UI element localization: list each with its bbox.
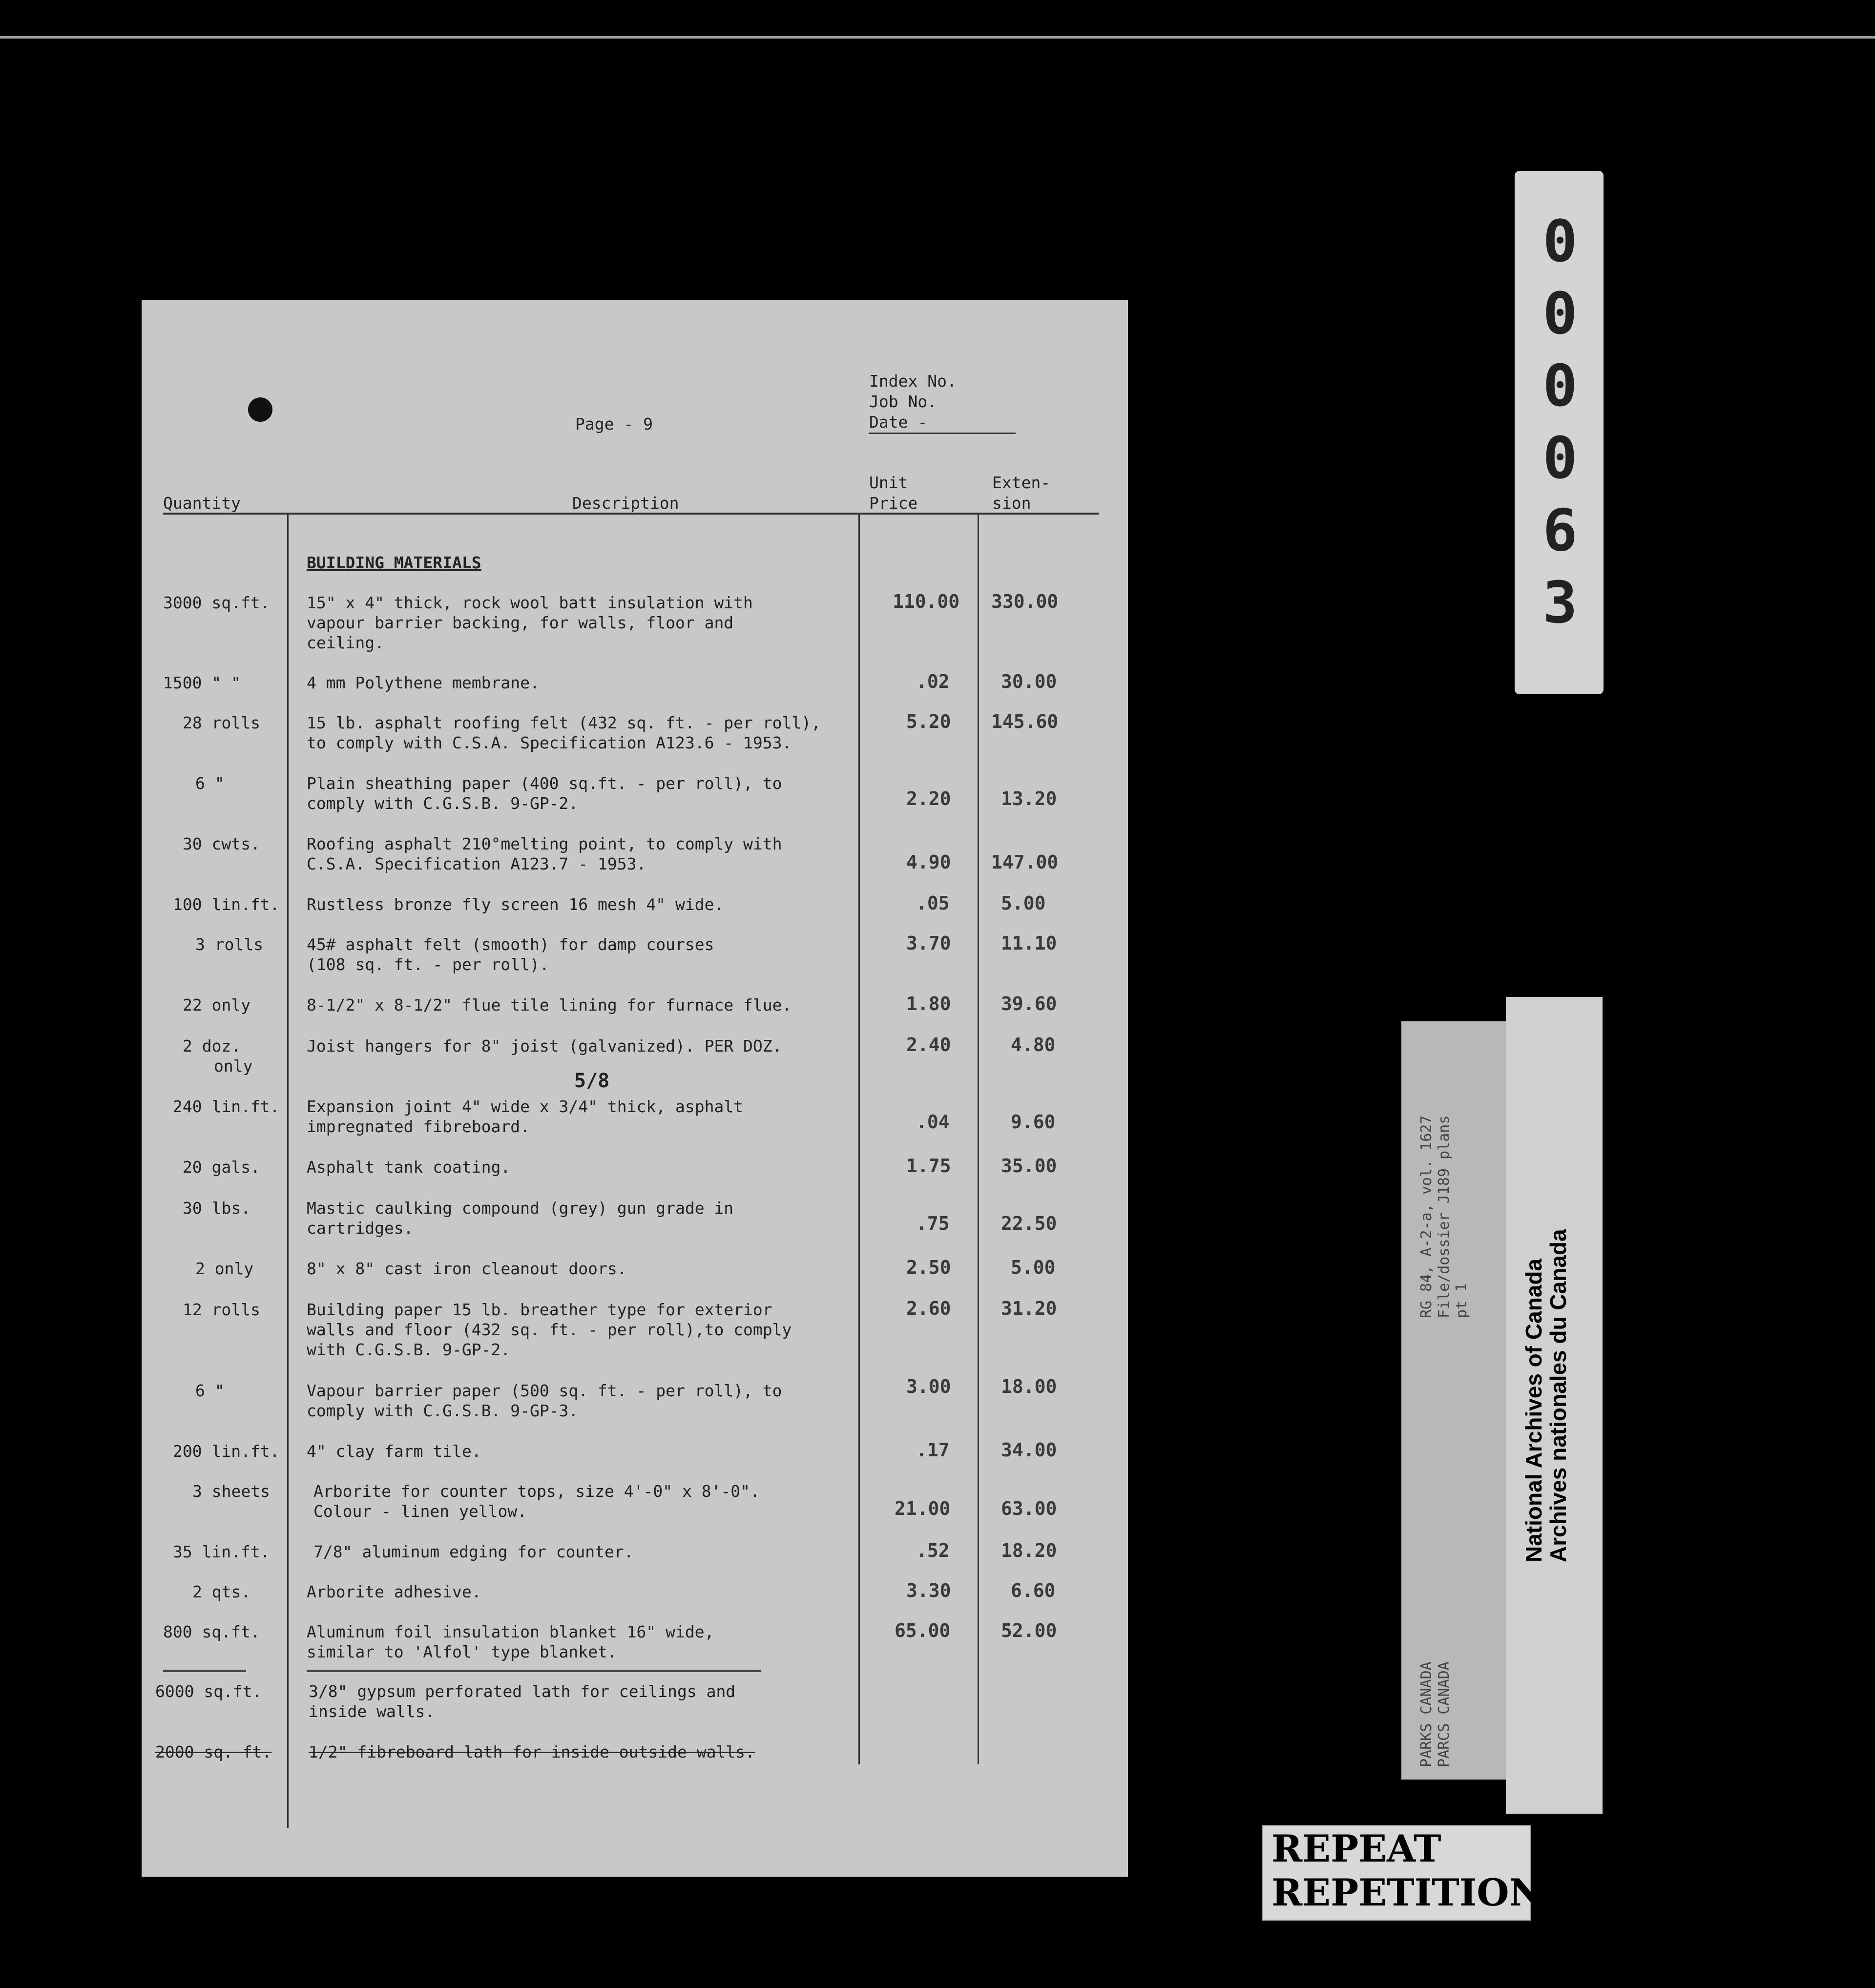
row-desc-line: (108 sq. ft. - per roll). (307, 955, 549, 974)
punch-hole (248, 397, 272, 422)
row-desc-line: 8" x 8" cast iron cleanout doors. (307, 1259, 627, 1278)
row-desc-line: ceiling. (307, 633, 384, 652)
row-unit-price: .04 (916, 1111, 950, 1133)
row-unit-price: 2.50 (906, 1257, 951, 1278)
archives-en: National Archives of Canada (1521, 1258, 1546, 1562)
row-extension: 30.00 (1001, 671, 1057, 692)
row-desc-line: comply with C.G.S.B. 9-GP-2. (307, 794, 579, 813)
row-desc-line: Building paper 15 lb. breather type for exterior (307, 1300, 772, 1319)
row-desc-line: to comply with C.S.A. Specification A123.6 - 1953. (307, 733, 792, 752)
row-extension: 18.20 (1001, 1540, 1057, 1561)
row-qty: 2 qts. (192, 1582, 251, 1601)
row-unit-price: 21.00 (895, 1498, 951, 1519)
row-qty: 100 lin.ft. (173, 895, 280, 914)
row-unit-price: 110.00 (893, 591, 960, 612)
row-qty: 3000 sq.ft. (163, 593, 270, 612)
row-desc-line: Mastic caulking compound (grey) gun grade in (307, 1199, 734, 1218)
row-qty: 6000 sq.ft. (155, 1682, 262, 1701)
row-extension: 34.00 (1001, 1439, 1057, 1461)
row-extension: 39.60 (1001, 993, 1057, 1015)
row-desc-line: inside walls. (309, 1702, 435, 1721)
row-extension: 22.50 (1001, 1213, 1057, 1234)
row-extension: 6.60 (1011, 1580, 1056, 1601)
org-line: PARCS CANADA (1436, 1661, 1453, 1767)
archive-reference (1418, 1116, 1471, 1318)
row-unit-price: 2.60 (906, 1298, 951, 1319)
row-desc-line: Colour - linen yellow. (313, 1502, 527, 1521)
row-desc-line: Roofing asphalt 210°melting point, to comply with (307, 834, 782, 853)
row-desc-line: comply with C.G.S.B. 9-GP-3. (307, 1401, 579, 1420)
row-desc-line: 15 lb. asphalt roofing felt (432 sq. ft. - per roll), (307, 713, 821, 732)
row-unit-price: 65.00 (895, 1620, 951, 1641)
column-rule-2 (858, 515, 860, 1764)
row-extension: 5.00 (1011, 1257, 1056, 1278)
row-extension: 13.20 (1001, 788, 1057, 809)
row-unit-price: 1.80 (906, 993, 951, 1015)
row-unit-price: .75 (916, 1213, 950, 1234)
row-qty: 22 only (183, 995, 251, 1015)
row-desc-line: Expansion joint 4" wide x 3/4" thick, asphalt (307, 1097, 744, 1116)
handwritten-correction: 5/8 (574, 1070, 610, 1092)
row-desc-line: Aluminum foil insulation blanket 16" wide, (307, 1622, 714, 1641)
parks-canada-label (1418, 1661, 1453, 1767)
row-qty: 6 " (195, 1381, 225, 1400)
row-unit-price: 3.00 (906, 1376, 951, 1397)
row-extension: 4.80 (1011, 1034, 1056, 1056)
archives-fr: Archives nationales du Canada (1545, 1229, 1571, 1562)
row-desc-line: Joist hangers for 8" joist (galvanized). PER DOZ. (307, 1036, 782, 1056)
column-header-description: Description (572, 494, 679, 513)
row-unit-price: 1.75 (906, 1155, 951, 1177)
row-desc-line: Asphalt tank coating. (307, 1158, 511, 1177)
archive-ref-line: RG 84, A-2-a, vol. 1627 (1418, 1115, 1435, 1318)
row-desc-line: 7/8" aluminum edging for counter. (313, 1542, 634, 1561)
column-header-unit-2: Price (869, 494, 918, 513)
row-desc-line: 4 mm Polythene membrane. (307, 673, 540, 692)
row-desc-struck: 1/2" fibreboard lath for inside outside walls. (309, 1742, 755, 1761)
row-qty: 35 lin.ft. (173, 1542, 270, 1561)
archive-stamp-number: 000063 (1542, 207, 1578, 636)
row-qty-cont: only (214, 1056, 253, 1076)
row-qty: 2 doz. (183, 1036, 241, 1056)
row-extension: 18.00 (1001, 1376, 1057, 1397)
column-rule-3 (978, 515, 979, 1764)
row-qty: 30 lbs. (183, 1199, 251, 1218)
row-unit-price: .05 (916, 892, 950, 914)
row-desc-line: 8-1/2" x 8-1/2" flue tile lining for furnace flue. (307, 995, 792, 1015)
row-extension: 31.20 (1001, 1298, 1057, 1319)
row-desc-line: cartridges. (307, 1219, 414, 1238)
row-qty: 12 rolls (183, 1300, 260, 1319)
row-desc-line: similar to 'Alfol' type blanket. (307, 1642, 617, 1661)
row-extension: 330.00 (991, 591, 1059, 612)
repetition-text: REPETITION (1271, 1871, 1543, 1914)
row-extension: 5.00 (1001, 892, 1046, 914)
row-desc-line: vapour barrier backing, for walls, floor and (307, 613, 734, 632)
row-extension: 35.00 (1001, 1155, 1057, 1177)
row-unit-price: 3.30 (906, 1580, 951, 1601)
section-title: BUILDING MATERIALS (307, 553, 481, 572)
row-qty: 1500 " " (163, 673, 241, 692)
row-unit-price: 5.20 (906, 711, 951, 732)
row-extension: 9.60 (1011, 1111, 1056, 1133)
row-qty: 3 rolls (195, 935, 264, 954)
row-desc-line: Vapour barrier paper (500 sq. ft. - per roll), to (307, 1381, 782, 1400)
row-extension: 147.00 (991, 851, 1059, 873)
row-extension: 52.00 (1001, 1620, 1057, 1641)
row-unit-price: .52 (916, 1540, 950, 1561)
row-qty: 28 rolls (183, 713, 260, 732)
row-qty: 800 sq.ft. (163, 1622, 260, 1641)
row-unit-price: 2.40 (906, 1034, 951, 1056)
row-unit-price: 2.20 (906, 788, 951, 809)
row-unit-price: 4.90 (906, 851, 951, 873)
row-desc-line: Arborite adhesive. (307, 1582, 481, 1601)
column-header-extension-2: sion (992, 494, 1031, 513)
row-qty: 2 only (195, 1259, 254, 1278)
date-label: Date - (869, 413, 928, 432)
strike-rule (307, 1670, 761, 1672)
org-line: PARKS CANADA (1418, 1661, 1435, 1767)
row-qty: 200 lin.ft. (173, 1442, 280, 1461)
column-rule-1 (287, 515, 289, 1828)
national-archives-label (1521, 1229, 1570, 1562)
row-desc-line: 45# asphalt felt (smooth) for damp courses (307, 935, 714, 954)
strike-rule (163, 1670, 246, 1672)
row-desc-line: C.S.A. Specification A123.7 - 1953. (307, 854, 646, 873)
column-header-unit-1: Unit (869, 473, 908, 492)
document-page (142, 300, 1128, 1877)
repeat-text: REPEAT (1271, 1827, 1441, 1870)
row-desc-line: impregnated fibreboard. (307, 1117, 530, 1136)
row-unit-price: 3.70 (906, 932, 951, 954)
column-header-quantity: Quantity (163, 494, 241, 513)
index-no-label: Index No. (869, 372, 957, 391)
row-qty-struck: 2000 sq. ft. (155, 1742, 272, 1761)
row-qty: 3 sheets (192, 1482, 270, 1501)
row-desc-line: Plain sheathing paper (400 sq.ft. - per roll), to (307, 774, 782, 793)
date-underline (869, 433, 1016, 434)
header-rule (163, 513, 1099, 515)
row-extension: 63.00 (1001, 1498, 1057, 1519)
row-desc-line: walls and floor (432 sq. ft. - per roll),to comply (307, 1320, 792, 1339)
column-header-extension-1: Exten- (992, 473, 1051, 492)
job-no-label: Job No. (869, 392, 938, 411)
repeat-stamp (1262, 1825, 1543, 1921)
row-unit-price: .17 (916, 1439, 950, 1461)
row-desc-line: Rustless bronze fly screen 16 mesh 4" wide. (307, 895, 724, 914)
archive-ref-line: File/dossier J189 plans (1436, 1115, 1453, 1318)
row-unit-price: .02 (916, 671, 950, 692)
row-qty: 6 " (195, 774, 225, 793)
row-desc-line: Arborite for counter tops, size 4'-0" x 8'-0". (313, 1482, 760, 1501)
page-number: Page - 9 (575, 414, 653, 434)
row-desc-line: 15" x 4" thick, rock wool batt insulation with (307, 593, 753, 612)
top-border-line (0, 36, 1875, 39)
archive-ref-line: pt 1 (1453, 1283, 1470, 1318)
row-extension: 11.10 (1001, 932, 1057, 954)
row-qty: 30 cwts. (183, 834, 260, 853)
row-qty: 20 gals. (183, 1158, 260, 1177)
row-desc-line: 4" clay farm tile. (307, 1442, 481, 1461)
row-extension: 145.60 (991, 711, 1059, 732)
row-qty: 240 lin.ft. (173, 1097, 280, 1116)
row-desc-line: with C.G.S.B. 9-GP-2. (307, 1340, 511, 1359)
row-desc-line: 3/8" gypsum perforated lath for ceilings and (309, 1682, 736, 1701)
